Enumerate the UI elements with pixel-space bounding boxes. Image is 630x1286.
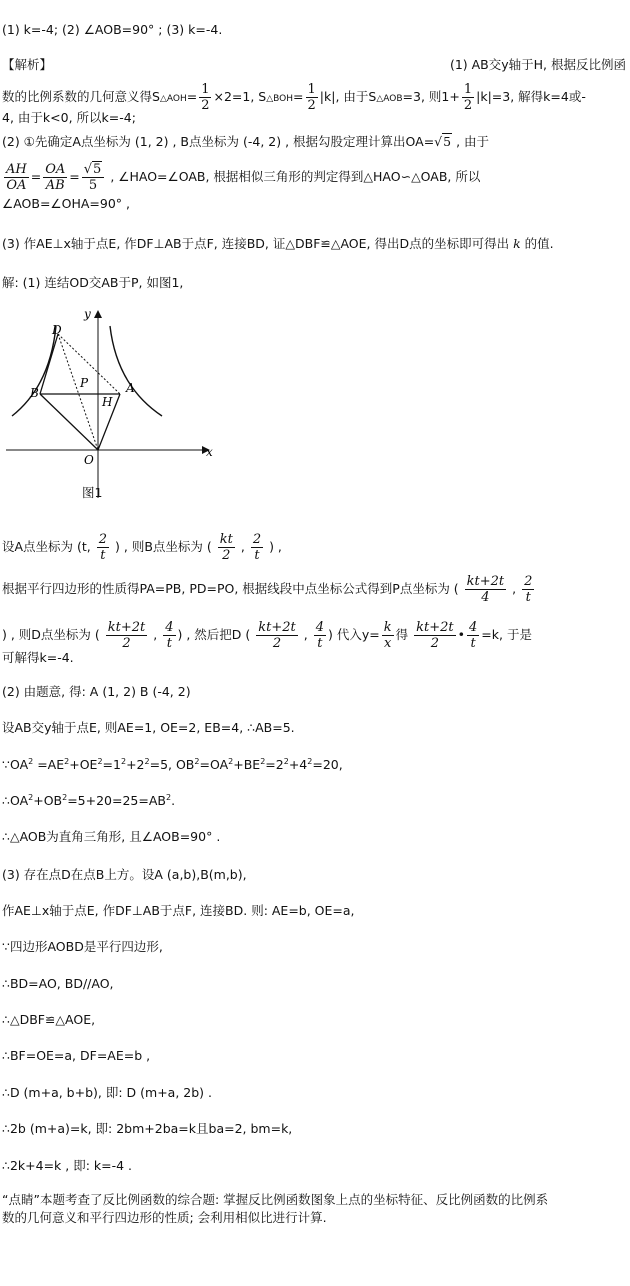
fraction: $\frac{kt}{2}$ <box>219 532 233 563</box>
solution-line-s12: ∵四边形AOBD是平行四边形, <box>2 939 163 954</box>
hyperbola-right <box>110 326 162 416</box>
solution-line-s5: (2) 由题意, 得: A (1, 2) B (-4, 2) <box>2 684 191 699</box>
text: |k|, <box>319 89 340 104</box>
label-x: x <box>206 445 213 459</box>
label-y: y <box>84 307 91 321</box>
text: =3, 则1+ <box>402 89 460 104</box>
analysis-p1-line3: 4, 由于k<0, 所以k=-4; <box>2 110 136 125</box>
subscript: △AOB <box>376 94 403 104</box>
fraction: $\frac{AH}{OA}$ <box>6 162 27 193</box>
var-k: k <box>513 236 521 251</box>
text: 的值. <box>524 236 554 251</box>
text: = <box>186 89 198 104</box>
solution-intro: 解: (1) 连结OD交AB于P, 如图1, <box>2 275 184 290</box>
fraction: $\frac{4}{t}$ <box>315 620 324 651</box>
fraction: $\frac{2}{t}$ <box>252 532 262 563</box>
fraction: $\frac{2}{t}$ <box>98 532 108 563</box>
solution-line-s4: 可解得k=-4. <box>2 650 74 665</box>
solution-line-s1 <box>2 532 630 563</box>
text: 根据平行四边形的性质得PA=PB, PD=PO, 根据线段中点坐标公式得到P点坐标为 ( <box>2 581 459 596</box>
text: , ∠HAO=∠OAB, 根据相似三角形的判定得到△HAO∽△OAB, 所以 <box>110 169 481 184</box>
text: |k|=3, 解得k=4或- <box>476 89 586 104</box>
label-P: P <box>80 376 89 390</box>
fraction: $\frac{kt+2t}{2}$ <box>416 620 454 651</box>
subscript: △BOH <box>266 94 294 104</box>
solution-line-s8: $\therefore OA^2+OB^2=5+20=25=AB^2$. <box>2 792 176 808</box>
solution-line-s11: 作AE⊥x轴于点E, 作DF⊥AB于点F, 连接BD. 则: AE=b, OE=a, <box>2 903 355 918</box>
text: =k, 于是 <box>481 627 532 642</box>
solution-line-s3 <box>2 620 630 651</box>
y-axis-arrow <box>94 310 102 318</box>
solution-line-s16: ∴D (m+a, b+b), 即: D (m+a, 2b) . <box>2 1085 212 1100</box>
text: , <box>153 627 158 642</box>
analysis-row1 <box>2 57 630 73</box>
solution-line-s14: ∴△DBF≌△AOE, <box>2 1012 96 1027</box>
solution-line-s10: (3) 存在点D在点B上方。设A (a,b),B(m,b), <box>2 867 247 882</box>
analysis-p2-line2: $\frac{AH}{OA}$ = $\frac{OA}{AB}$ = $\frac{√5}{5}$ , ∠HAO=∠OAB, 根据相似三角形的判定得到△HAO∽△OAB, 所以 <box>6 162 481 193</box>
figure-1 <box>2 298 232 508</box>
solution-line-s13: ∴BD=AO, BD//AO, <box>2 976 114 991</box>
text: 设A点坐标为 (t, <box>2 539 91 554</box>
text: ) , 则D点坐标为 ( <box>2 627 100 642</box>
text: ) , <box>269 539 282 554</box>
solution-line-s2 <box>2 574 630 605</box>
text: ) , 然后把D ( <box>177 627 251 642</box>
text: 数的比例系数的几何意义得S <box>2 89 160 104</box>
analysis-p1-line2 <box>2 82 630 113</box>
answer-summary: (1) k=-4; (2) ∠AOB=90° ; (3) k=-4. <box>2 22 223 37</box>
analysis-heading: 【解析】 <box>2 57 53 72</box>
subscript: △AOH <box>159 94 187 104</box>
fraction: $\frac{OA}{AB}$ <box>45 162 66 193</box>
segment-BD <box>40 334 58 394</box>
sqrt: √5 <box>434 134 452 149</box>
fraction: $\frac{k}{x}$ <box>383 620 392 651</box>
text: (3) 作AE⊥x轴于点E, 作DF⊥AB于点F, 连接BD, 证△DBF≌△AOE, 得出D点的坐标即可得出 <box>2 236 510 251</box>
solution-line-s17: ∴2b (m+a)=k, 即: 2bm+2ba=k且ba=2, bm=k, <box>2 1121 293 1136</box>
label-D: D <box>52 323 62 337</box>
fraction: $\frac{4}{t}$ <box>165 620 174 651</box>
solution-line-s15: ∴BF=OE=a, DF=AE=b , <box>2 1048 151 1063</box>
fraction: $\frac{4}{t}$ <box>469 620 478 651</box>
segment-DA <box>58 334 120 394</box>
fraction: $\frac{1}{2}$ <box>201 82 210 113</box>
solution-line-s7: $\because OA^2 =AE^2+OE^2=1^2+2^2=5$, $OB^2=OA^2+BE^2=2^2+4^2=20$, <box>2 756 343 772</box>
analysis-p1-head: (1) AB交y轴于H, 根据反比例函 <box>449 57 626 72</box>
label-B: B <box>30 386 39 400</box>
analysis-p3 <box>2 236 630 252</box>
fraction: $\frac{√5}{5}$ <box>82 162 105 193</box>
text: ) , 则B点坐标为 ( <box>115 539 212 554</box>
text: , <box>512 581 517 596</box>
text: , <box>240 539 245 554</box>
comment-line2: 数的几何意义和平行四边形的性质; 会利用相似比进行计算. <box>2 1210 327 1225</box>
fraction: $\frac{kt+2t}{4}$ <box>466 574 505 605</box>
text: • <box>457 627 465 642</box>
analysis-p2-line1 <box>2 134 630 150</box>
fraction: $\frac{1}{2}$ <box>307 82 316 113</box>
segment-DO <box>58 334 98 450</box>
text: ) 代入y= <box>328 627 380 642</box>
text: (2) ①先确定A点坐标为 (1, 2) , B点坐标为 (-4, 2) , 根据勾股定理计算出OA= <box>2 134 435 149</box>
figure-caption: 图1 <box>82 485 103 500</box>
fraction: $\frac{1}{2}$ <box>463 82 473 113</box>
fraction: $\frac{kt+2t}{2}$ <box>258 620 296 651</box>
label-H: H <box>102 395 113 409</box>
fraction: $\frac{2}{t}$ <box>524 574 533 605</box>
solution-line-s6: 设AB交y轴于点E, 则AE=1, OE=2, EB=4, ∴AB=5. <box>2 720 295 735</box>
label-A: A <box>126 381 135 395</box>
text: ×2=1, <box>213 89 255 104</box>
text: , 由于 <box>456 134 490 149</box>
text: 得 <box>395 627 409 642</box>
text: 由于S <box>343 89 377 104</box>
text: = <box>293 89 304 104</box>
text: S <box>258 89 267 104</box>
solution-line-s9: ∴△AOB为直角三角形, 且∠AOB=90° . <box>2 829 221 844</box>
comment-line1: “点睛”本题考查了反比例函数的综合题: 掌握反比例函数图象上点的坐标特征、反比例函数的比例系 <box>2 1192 549 1207</box>
fraction: $\frac{kt+2t}{2}$ <box>107 620 146 651</box>
analysis-p2-line3: ∠AOB=∠OHA=90° , <box>2 196 130 211</box>
label-O: O <box>84 453 94 467</box>
text: , <box>303 627 308 642</box>
solution-line-s18: ∴2k+4=k , 即: k=-4 . <box>2 1158 133 1173</box>
